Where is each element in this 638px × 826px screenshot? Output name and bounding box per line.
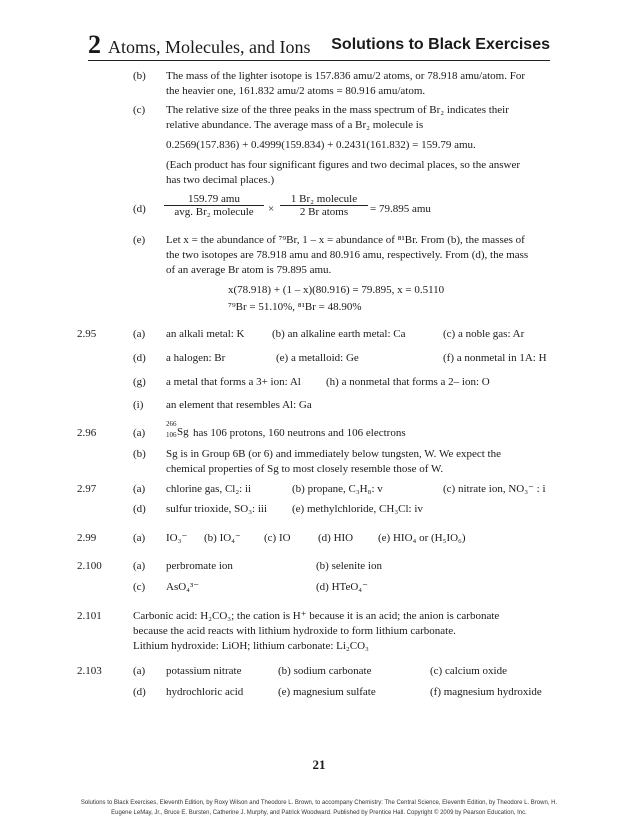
problem-number-2-101: 2.101 [77, 610, 102, 622]
answer-b: (b) an alkaline earth metal: Ca [272, 328, 406, 340]
problem-number-2-100: 2.100 [77, 560, 102, 572]
fraction-2-denominator: 2 Br atoms [299, 206, 349, 218]
answer-a: chlorine gas, Cl₂: ii [166, 483, 252, 495]
answer-b: (b) sodium carbonate [278, 665, 372, 677]
fraction-1-denominator: avg. Br₂ molecule [174, 206, 254, 218]
problem-number-2-96: 2.96 [77, 427, 97, 439]
part-c-line2: relative abundance. The average mass of a Br₂ molecule is [166, 119, 424, 131]
answer-d: (d) HTeO₄⁻ [316, 581, 368, 593]
answer-c: AsO₄³⁻ [166, 581, 200, 593]
answer-i: an element that resembles Al: Ga [166, 399, 312, 411]
nuclide-symbol [166, 420, 189, 442]
answer-b: (b) propane, C₃H₈: v [292, 483, 383, 495]
answer-a: perbromate ion [166, 560, 233, 572]
answer-d: sulfur trioxide, SO₃: iii [166, 503, 267, 515]
section-title: Solutions to Black Exercises [331, 36, 550, 53]
times-sign: × [268, 203, 275, 215]
part-c-note2: has two decimal places.) [166, 174, 275, 186]
answer-f: (f) magnesium hydroxide [430, 686, 542, 698]
answer-a: potassium nitrate [166, 665, 242, 677]
part-e-equation1: x(78.918) + (1 – x)(80.916) = 79.895, x = 0.5110 [228, 284, 445, 296]
answer-c: (c) nitrate ion, NO₃⁻ : i [443, 483, 546, 495]
label-g: (g) [133, 376, 146, 388]
part-e-line2: the two isotopes are 78.918 amu and 80.916 amu, respectively. From (d), the mass [166, 249, 529, 261]
part-e-equation2: ⁷⁹Br = 51.10%, ⁸¹Br = 48.90% [228, 301, 362, 313]
answer-f: (f) a nonmetal in 1A: H [443, 352, 547, 364]
part-e-label: (e) [133, 234, 146, 246]
label-c: (c) [133, 581, 146, 593]
answer-b: (b) selenite ion [316, 560, 382, 572]
chapter-number: 2 [88, 30, 101, 59]
mass-number: 266 [166, 420, 177, 428]
part-b-line2: the heavier one, 161.832 amu/2 atoms = 80.916 amu/atom. [166, 85, 426, 97]
label-a: (a) [133, 328, 146, 340]
label-a: (a) [133, 665, 146, 677]
answer-d: (d) HIO [318, 532, 354, 544]
label-a: (a) [133, 560, 146, 572]
footer-line2: Eugene LeMay, Jr., Bruce E. Bursten, Catherine J. Murphy, and Patrick Woodward. Published by Prentice Hall. Copyright © 2009 by Pearson Education, Inc. [111, 810, 527, 816]
answer-c: (c) IO [264, 532, 291, 544]
label-d: (d) [133, 352, 146, 364]
answer-c: (c) calcium oxide [430, 665, 507, 677]
label-d: (d) [133, 503, 146, 515]
answer-d: hydrochloric acid [166, 686, 244, 698]
label-d: (d) [133, 686, 146, 698]
header-rule [88, 60, 550, 61]
answer-d: a halogen: Br [166, 352, 226, 364]
part-b-line1: The mass of the lighter isotope is 157.836 amu/2 atoms, or 78.918 amu/atom. For [166, 70, 525, 82]
label-a: (a) [133, 427, 146, 439]
chapter-title: Atoms, Molecules, and Ions [108, 37, 311, 57]
answer-e: (e) a metalloid: Ge [276, 352, 359, 364]
problem-number-2-95: 2.95 [77, 328, 97, 340]
answer-b-line2: chemical properties of Sg to most closely resemble those of W. [166, 463, 444, 475]
page-number: 21 [312, 757, 326, 772]
answer-e: (e) magnesium sulfate [278, 686, 376, 698]
part-c-note1: (Each product has four significant figures and two decimal places, so the answer [166, 159, 521, 171]
part-d-result: = 79.895 amu [370, 203, 431, 215]
answer-line2: because the acid reacts with lithium hydroxide to form lithium carbonate. [133, 625, 456, 637]
label-i: (i) [133, 399, 144, 411]
answer-a: IO₃⁻ [166, 532, 188, 544]
answer-e: (e) HIO₄ or (H₅IO₆) [378, 532, 466, 544]
atomic-number: 106 [166, 431, 177, 439]
answer-e: (e) methylchloride, CH₃Cl: iv [292, 503, 423, 515]
chapter-heading [88, 30, 310, 60]
part-c-label: (c) [133, 104, 146, 116]
part-c-line1: The relative size of the three peaks in the mass spectrum of Br₂ indicates their [166, 104, 509, 116]
fraction-2 [280, 193, 368, 218]
answer-h: (h) a nonmetal that forms a 2– ion: O [326, 376, 490, 388]
answer-b: (b) IO₄⁻ [204, 532, 241, 544]
answer-line1: Carbonic acid: H₂CO₃; the cation is H⁺ because it is an acid; the anion is carbonate [133, 610, 500, 622]
answer-a: has 106 protons, 160 neutrons and 106 electrons [193, 427, 406, 439]
part-e-line1: Let x = the abundance of ⁷⁹Br, 1 – x = abundance of ⁸¹Br. From (b), the masses of [166, 234, 525, 246]
fraction-2-numerator: 1 Br₂ molecule [290, 193, 358, 205]
answer-c: (c) a noble gas: Ar [443, 328, 525, 340]
problem-number-2-99: 2.99 [77, 532, 97, 544]
problem-number-2-97: 2.97 [77, 483, 97, 495]
label-a: (a) [133, 532, 146, 544]
answer-line3: Lithium hydroxide: LiOH; lithium carbonate: Li₂CO₃ [133, 640, 369, 652]
problem-number-2-103: 2.103 [77, 665, 102, 677]
fraction-1 [164, 193, 264, 218]
element-symbol: Sg [177, 426, 189, 438]
part-d-label: (d) [133, 203, 146, 215]
label-a: (a) [133, 483, 146, 495]
answer-a: an alkali metal: K [166, 328, 245, 340]
answer-b-line1: Sg is in Group 6B (or 6) and immediately below tungsten, W. We expect the [166, 448, 501, 460]
label-b: (b) [133, 448, 146, 460]
part-e-line3: of an average Br atom is 79.895 amu. [166, 264, 332, 276]
part-c-equation: 0.2569(157.836) + 0.4999(159.834) + 0.2431(161.832) = 159.79 amu. [166, 139, 476, 151]
fraction-1-numerator: 159.79 amu [188, 193, 240, 205]
footer-line1: Solutions to Black Exercises, Eleventh Edition, by Roxy Wilson and Theodore L. Brown, to accompany Chemistry: The Central Science, Eleventh Edition, by Theodore L. Brown, H. [80, 800, 558, 806]
answer-g: a metal that forms a 3+ ion: Al [166, 376, 301, 388]
part-b-label: (b) [133, 70, 146, 82]
